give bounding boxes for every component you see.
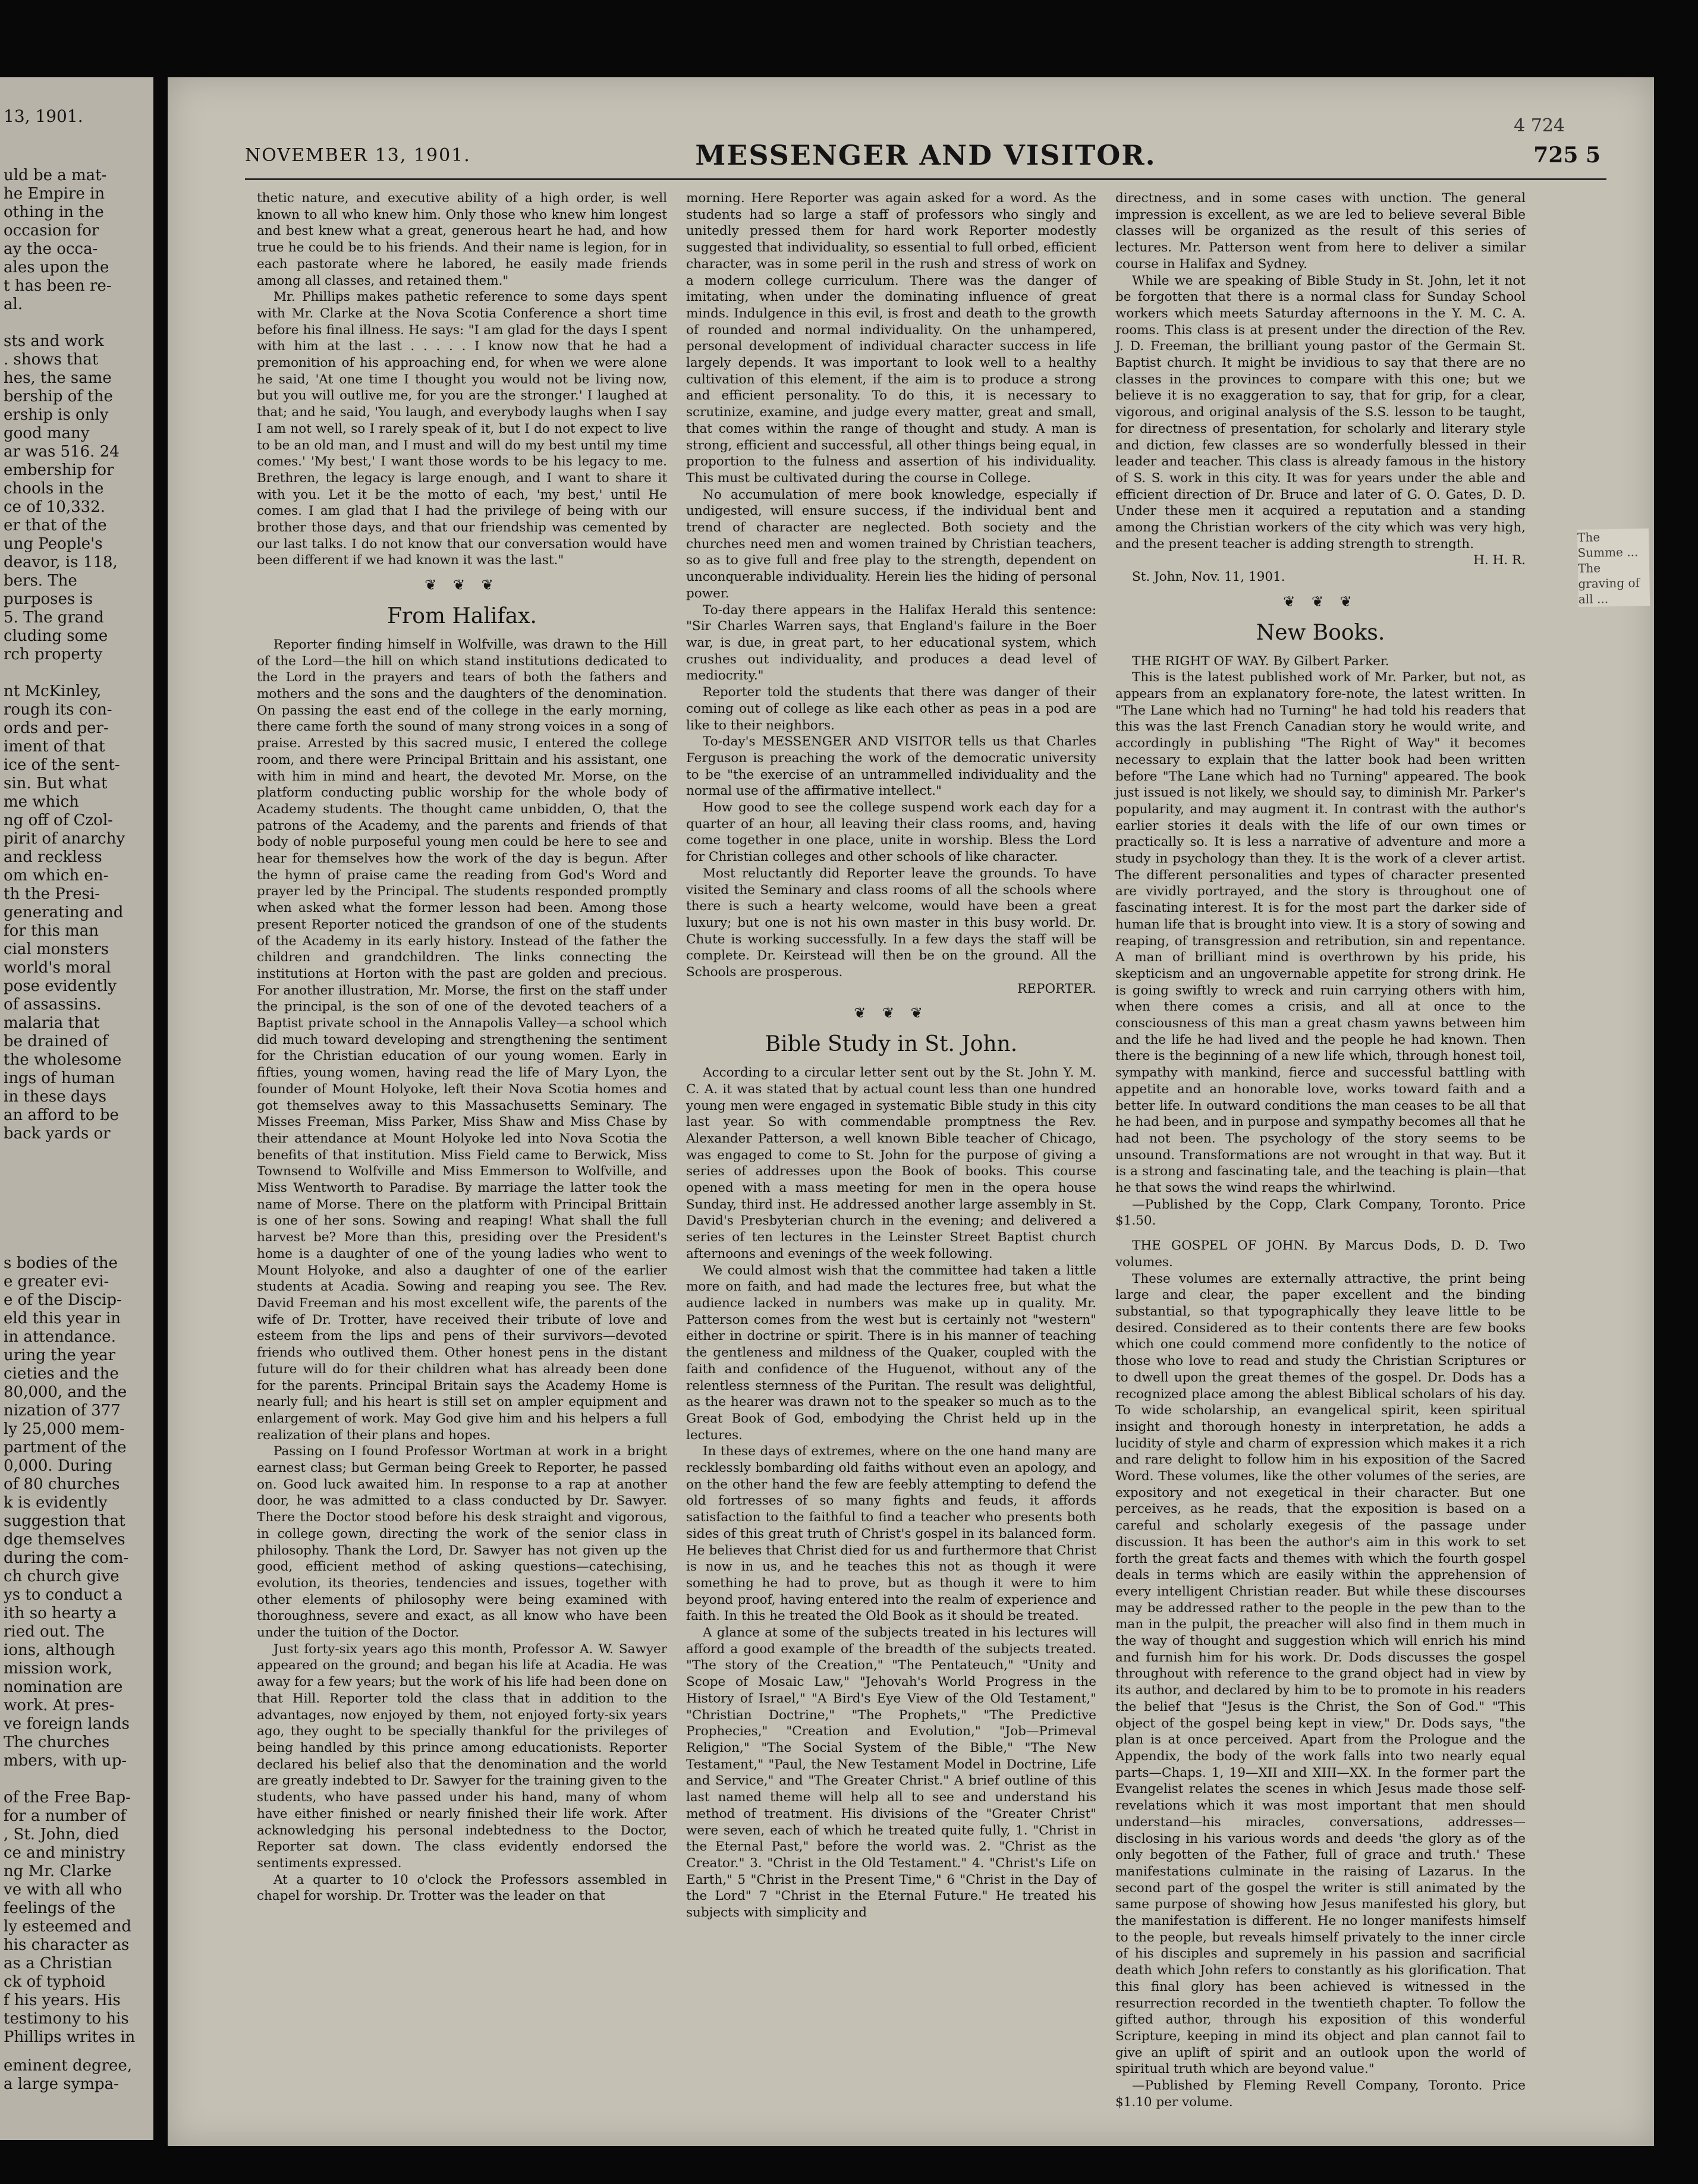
previous-page-line: generating and xyxy=(4,904,124,921)
previous-page-line: rch property xyxy=(4,646,103,663)
previous-page-line: a large sympa- xyxy=(4,2075,119,2093)
author-signature: REPORTER. xyxy=(1017,981,1096,996)
previous-page-line: ay the occa- xyxy=(4,240,98,258)
previous-page-line xyxy=(4,664,152,682)
article-heading-bible-study: Bible Study in St. John. xyxy=(765,1032,1018,1057)
previous-page-line: sts and work xyxy=(4,332,104,350)
previous-page-line: ice of the sent- xyxy=(4,756,120,774)
previous-page-line: as a Christian xyxy=(4,1955,112,1972)
previous-page-line: ce and ministry xyxy=(4,1844,125,1862)
newspaper-title: MESSENGER AND VISITOR. xyxy=(695,139,1156,171)
previous-page-line: t has been re- xyxy=(4,277,112,295)
previous-page-line: 80,000, and the xyxy=(4,1383,127,1401)
previous-page-line: cieties and the xyxy=(4,1365,119,1383)
previous-page-line: sin. But what xyxy=(4,775,108,792)
previous-page-line: nization of 377 xyxy=(4,1402,121,1420)
column-1 xyxy=(257,190,667,1905)
paragraph: In these days of extremes, where on the one hand many are recklessly bombarding old faiths without even an apology, and on the other hand the few are feebly attempting to defend the old fortresses of so many fights and feuds, it affords satisfaction to the faithful to find a teacher who presents both sides of this great truth of Christ's gospel in its balanced form. He believes that Christ died for us and furthermore that Christ is now in us, and he teaches this not as though it were something he had to prove, but as though it were to him beyond proof, having entered into the realm of experience and faith. In this he treated the Old Book as it should be treated. xyxy=(686,1444,1096,1624)
previous-page-line: nomination are xyxy=(4,1678,123,1696)
previous-page-line: ce of 10,332. xyxy=(4,498,105,516)
previous-page-line: ly esteemed and xyxy=(4,1918,132,1936)
previous-page-line: feelings of the xyxy=(4,1899,116,1917)
previous-page-upper-text xyxy=(4,166,152,1143)
paragraph: We could almost wish that the committee had taken a little more on faith, and had made the lectures free, but what the audience lacked in numbers was make up in quality. Mr. Patterson comes from the west but is certainly not "western" either in doctrine or spirit. There is in his manner of teaching the gentleness and mildness of the Quaker, coupled with the faith and confidence of the Huguenot, without any of the relentless sternness of the Puritan. The result was delightful, as the hearer was drawn not to the speaker so much as to the Great Book of God, embodying the Christ held up in the lectures. xyxy=(686,1263,1096,1443)
previous-page-line: hes, the same xyxy=(4,369,112,387)
previous-page-line: bership of the xyxy=(4,388,113,405)
previous-page-line: cluding some xyxy=(4,627,108,645)
previous-page-line: ales upon the xyxy=(4,259,109,276)
paragraph: Mr. Phillips makes pathetic reference to some days spent with Mr. Clarke at the Nova Scotia Conference a short time before his final illness. He says: "I am glad for the days I spent with him at the last . . . . . I know now that he had a premonition of his approaching end, for when we were alone he said, 'At one time I thought you would not be living now, but you will outlive me, for you are the stronger.' I laughed at that; and he said, 'You laugh, and everybody laughs when I say I am not well, so I rarely speak of it, but I do not expect to live to be an old man, and I must and will do my best until my time comes.' 'My best,' I want those words to be his legacy to me. Brethren, the legacy is large enough, and I want to share it with you. Let it be the motto of each, 'my best,' until He comes. I am glad that I had the privilege of being with our brother those days, and that our friendship was cemented by our last talks. I do not know that our conversation would have been different if we had known it was the last." xyxy=(257,289,667,568)
book-title: THE RIGHT OF WAY. By Gilbert Parker. xyxy=(1132,653,1389,669)
previous-page-line: he Empire in xyxy=(4,185,105,203)
previous-page-line: chools in the xyxy=(4,480,104,498)
previous-page-lower-text xyxy=(4,1254,152,2047)
article-bible-study-continued xyxy=(1115,190,1526,586)
section-divider: ❦ ❦ ❦ xyxy=(1283,593,1358,610)
previous-page-line: ings of human xyxy=(4,1069,115,1087)
section-divider: ❦ ❦ ❦ xyxy=(424,577,499,594)
article-bible-study xyxy=(686,1065,1096,1921)
previous-page-line: uld be a mat- xyxy=(4,166,107,184)
previous-page-line: . shows that xyxy=(4,351,99,369)
paragraph: Reporter finding himself in Wolfville, was drawn to the Hill of the Lord—the hill on which stand institutions dedicated to the Lord in the prayers and tears of both the fathers and mothers and the sons and the daughters of the denomination. On passing the east end of the college in the early morning, there came forth the sound of many strong voices in a song of praise. Arrested by this sacred music, I entered the college room, and there were Principal Brittain and his assistant, one with him in mind and heart, the devoted Mr. Morse, on the platform conducting public worship for the whole body of Academy students. The thought came unbidden, O, that the patrons of the Academy, and the parents and friends of that body of noble purposeful young men could be here to see and hear for themselves how the work of the day is begun. After the hymn of praise came the reading from God's Word and prayer led by the Principal. The students responded promptly when asked what the former lesson had been. Among those present Reporter noticed the grandson of one of the students of the Academy in its early history. Instead of the father the children and grandchildren. The links connecting the institutions at Horton with the past are golden and precious. For another illustration, Mr. Morse, the first on the staff under the principal, is the son of one of the devoted teachers of a Baptist private school in the Annapolis Valley—a school which did much toward developing and strengthening the sentiment for the Christian education of our young women. Early in fifties, young women, having read the life of Mary Lyon, the founder of Mount Holyoke, left their Nova Scotia homes and got themselves away to this Massachusetts Seminary. The Misses Freeman, Miss Parker, Miss Shaw and Miss Chase by their attendance at Mount Holyoke led into Nova Scotia the benefits of that institution. Miss Field came to Berwick, Miss Townsend to Wolfville and Miss Emmerson to Wolfville, and Miss Wentworth to Paradise. By marriage the latter took the name of Morse. There on the platform with Principal Brittain is one of her sons. Sowing and reaping! What shall the full harvest be? More than this, presiding over the President's home is a daughter of one of the young ladies who went to Mount Holyoke, and also a daughter of one of the earlier students at Acadia. Sowing and reaping you see. The Rev. David Freeman and his most excellent wife, the parents of the wife of Dr. Trotter, have received their tribute of love and esteem from the lips and pens of their survivors—devoted friends who outlived them. Other honest pens in the distant future will do for their children what has already been done for the parents. Principal Britain says the Academy Home is nearly full; and his heart is still set on ampler equipment and enlargement of work. May God give him and his helpers a full realization of their plans and hopes. xyxy=(257,637,667,1443)
previous-page-line: ions, although xyxy=(4,1641,115,1659)
previous-page-line: of assassins. xyxy=(4,996,102,1014)
previous-page-line: f his years. His xyxy=(4,1991,121,2009)
previous-page-bottom-text xyxy=(4,2057,152,2094)
previous-page-line: Phillips writes in xyxy=(4,2028,136,2046)
previous-page-line: ership is only xyxy=(4,406,109,424)
previous-page-line: ung People's xyxy=(4,535,103,553)
previous-page-line: om which en- xyxy=(4,867,109,885)
previous-page-line: deavor, is 118, xyxy=(4,553,118,571)
obituary-continuation xyxy=(257,190,667,569)
previous-page-line: dge themselves xyxy=(4,1531,125,1549)
previous-page-line: k is evidently xyxy=(4,1494,108,1512)
paragraph: These volumes are externally attractive, the print being large and clear, the paper excellent and the binding substantial, so that typographically they leave little to be desired. Considered as to their contents there are few books which one could commend more confidently to the notice of those who love to read and study the Christian Scriptures or to dwell upon the great themes of the gospel. Dr. Dods has a recognized place among the ablest Biblical scholars of his day. To wide scholarship, an evangelical spirit, keen spiritual insight and thorough honesty in interpretation, he adds a lucidity of style and charm of expression which makes it a rich and rare delight to follow him in his exposition of the Sacred Word. These volumes, like the other volumes of the series, are expository and not exegetical in their character. But one perceives, as he reads, that the exposition is based on a careful and scholarly exegesis of the passage under discussion. It has been the author's aim in this work to set forth the great facts and themes with which the fourth gospel deals in terms which are easily within the apprehension of every intelligent Christian reader. But while these discourses may be addressed rather to the people in the pew than to the man in the pulpit, the preacher will also find in them much in the way of thought and suggestion which will enrich his mind and furnish him for his work. Dr. Dods discusses the gospel throughout with reference to the grand object had in view by its author, and declared by him to be to promote in his readers the belief that "Jesus is the Christ, the Son of God." "This object of the gospel being kept in view," Dr. Dods says, "the plan is at once perceived. Apart from the Prologue and the Appendix, the body of the work falls into two nearly equal parts—Chaps. 1, 19—XII and XIII—XX. In the former part the Evangelist relates the scenes in which Jesus made those self-revelations which it was most important that men should understand—his miracles, conversations, addresses—disclosing in his various words and deeds 'the glory as of the only begotten of the Father, full of grace and truth.' These manifestations culminate in the raising of Lazarus. In the second part of the gospel the writer is still animated by the same purpose of showing how Jesus manifested his glory, but the manifestation is different. He no longer manifests himself to the people, but reveals himself privately to the inner circle of his disciples and supremely in his passion and sacrificial death which John refers to constantly as his glorification. That this final glory has been achieved is witnessed in the resurrection recorded in the twentieth chapter. To follow the gifted author, through his exposition of this wonderful Scripture, keeping in mind its object and plan cannot fail to give an uplift of spirit and an outlook upon the world of spiritual truth which are beyond value." xyxy=(1115,1271,1526,2077)
previous-page-line: in these days xyxy=(4,1088,107,1106)
paragraph: To-day's MESSENGER AND VISITOR tells us that Charles Ferguson is preaching the work of the democratic university to be "the exercise of an untrammelled individuality and the normal use of the affirmative intellect." xyxy=(686,734,1096,799)
paragraph: According to a circular letter sent out by the St. John Y. M. C. A. it was stated that by actual count less than one hundred young men were engaged in systematic Bible study in this city last year. So with commendable promptness the Rev. Alexander Patterson, a well known Bible teacher of Chicago, was engaged to come to St. John for the purpose of giving a series of addresses upon the Book of books. This course opened with a mass meeting for men in the opera house Sunday, third inst. He addressed another large assembly in St. David's Presbyterian church in the evening; and delivered a series of ten lectures in the Leinster Street Baptist church afternoons and evenings of the week following. xyxy=(686,1065,1096,1261)
previous-page-line: purposes is xyxy=(4,590,93,608)
previous-page-line: work. At pres- xyxy=(4,1697,115,1714)
previous-page-line: of the Free Bap- xyxy=(4,1789,131,1807)
previous-page-line xyxy=(4,1770,152,1789)
paragraph: This is the latest published work of Mr. Parker, but not, as appears from an explanatory fore-note, the latest written. In "The Lane which had no Turning" he had told his readers that this was the last French Canadian story he would write, and accordingly in publishing "The Right of Way" it becomes necessary to explain that the latter book had been written before "The Lane which had no Turning" appeared. The book just issued is not likely, we should say, to diminish Mr. Parker's popularity, and may augment it. In contrast with the author's earlier stories it deals with the life of our own times or practically so. It is less a narrative of adventure and more a study in psychology than they. It is the work of a clever artist. The different personalities and types of character presented are vividly portrayed, and the story is throughout one of fascinating interest. It is for the most part the darker side of human life that is brought into view. It is a story of sowing and reaping, of transgression and retribution, sin and repentance. A man of brilliant mind is overthrown by his pride, his skepticism and an ungovernable appetite for strong drink. He is going swiftly to wreck and ruin carrying others with him, when there comes a crisis, and all at once to the consciousness of this man a great chasm yawns between him and the life he had lived and the people he had known. Then there is the beginning of a new life which, through honest toil, sympathy with mankind, fierce and successful battling with appetite and an honorable love, works toward faith and a better life. In outward conditions the man ceases to be all that he had been, and in purpose and sympathy becomes all that he had not been. The psychology of the story seems to be unsound. Transformations are not wrought in that way. But it is a strong and fascinating tale, and the teaching is plain—that he that sows the wind reaps the whirlwind. xyxy=(1115,670,1526,1196)
previous-page-line xyxy=(4,314,152,332)
page-number: 725 5 xyxy=(1533,143,1600,168)
book-review-gospel-of-john xyxy=(1115,1238,1526,2110)
previous-page-line: bers. The xyxy=(4,572,77,590)
previous-page-line: uring the year xyxy=(4,1346,115,1364)
previous-page-line: ng Mr. Clarke xyxy=(4,1862,112,1880)
previous-page-line: 0,000. During xyxy=(4,1457,112,1475)
previous-page-line: an afford to be xyxy=(4,1106,119,1124)
previous-page-line: ys to conduct a xyxy=(4,1586,122,1604)
paragraph: While we are speaking of Bible Study in St. John, let it not be forgotten that there is a normal class for Sunday School workers which meets Saturday afternoons in the Y. M. C. A. rooms. This class is at present under the direction of the Rev. J. D. Freeman, the brilliant young pastor of the Germain St. Baptist church. It might be invidious to say that there are no classes in the provinces to compare with this one; but we believe it is no exaggeration to say, that for grip, for a clear, vigorous, and original analysis of the S.S. lesson to be taught, for directness of presentation, for scholarly and literary style and diction, few classes are so wonderfully blessed in their leader and teacher. This class is already famous in the history of S. S. work in this city. It was for years under the able and efficient direction of Dr. Bruce and later of G. O. Gates, D. D. Under these men it acquired a reputation and a standing among the Christian workers of the city which was very high, and the present teacher is adding strength to strength. xyxy=(1115,273,1526,552)
column-3 xyxy=(1115,190,1526,2110)
author-initials: H. H. R. xyxy=(1473,553,1526,568)
book-title: THE GOSPEL OF JOHN. By Marcus Dods, D. D. Two volumes. xyxy=(1115,1238,1526,1270)
previous-page-line: for this man xyxy=(4,922,99,940)
article-heading-from-halifax: From Halifax. xyxy=(387,603,537,628)
publisher-note: —Published by the Copp, Clark Company, Toronto. Price $1.50. xyxy=(1115,1197,1526,1229)
previous-page-line: , St. John, died xyxy=(4,1826,120,1843)
previous-page-line: al. xyxy=(4,295,23,313)
paragraph: Passing on I found Professor Wortman at work in a bright earnest class; but German being Greek to Reporter, he passed on. Good luck awaited him. In response to a rap at another door, he was admitted to a class conducted by Dr. Sawyer. There the Doctor stood before his desk straight and vigorous, in college gown, directing the work of the senior class in philosophy. Thank the Lord, Dr. Sawyer has not given up the good, efficient method of asking questions—catechising, evolution, its theories, tendencies and issues, together with other elements of philosophy were being examined with thoroughness, severe and exact, as all know who have been under the tuition of the Doctor. xyxy=(257,1444,667,1641)
previous-page-line: cial monsters xyxy=(4,940,109,958)
previous-page-line: othing in the xyxy=(4,203,104,221)
previous-page-line: suggestion that xyxy=(4,1512,125,1530)
previous-page-line: ly 25,000 mem- xyxy=(4,1420,125,1438)
previous-page-line: nt McKinley, xyxy=(4,682,102,700)
previous-page-line: eminent degree, xyxy=(4,2057,133,2075)
previous-page-line: ried out. The xyxy=(4,1623,105,1641)
previous-page-line: world's moral xyxy=(4,959,111,977)
issue-date: NOVEMBER 13, 1901. xyxy=(245,145,471,166)
masthead xyxy=(245,115,1606,180)
previous-page-line: mbers, with up- xyxy=(4,1752,127,1770)
previous-page-line: good many xyxy=(4,424,90,442)
previous-page-date: 13, 1901. xyxy=(4,106,83,126)
previous-page-line: e of the Discip- xyxy=(4,1291,122,1309)
column-2 xyxy=(686,190,1096,1921)
article-from-halifax-continued xyxy=(686,190,1096,997)
previous-page-line: ve foreign lands xyxy=(4,1715,130,1733)
dateline: St. John, Nov. 11, 1901. xyxy=(1132,569,1285,585)
previous-page-line: during the com- xyxy=(4,1549,129,1567)
previous-page-line: ck of typhoid xyxy=(4,1973,106,1991)
previous-page-line: s bodies of the xyxy=(4,1254,118,1272)
previous-page-strip xyxy=(0,77,153,2140)
previous-page-line: e greater evi- xyxy=(4,1273,109,1291)
newspaper-page xyxy=(168,77,1654,2146)
previous-page-line: be drained of xyxy=(4,1033,108,1050)
previous-page-line: embership for xyxy=(4,461,114,479)
previous-page-line: of 80 churches xyxy=(4,1475,120,1493)
article-heading-new-books: New Books. xyxy=(1256,620,1385,645)
previous-page-line: his character as xyxy=(4,1936,130,1954)
previous-page-line: back yards or xyxy=(4,1125,111,1143)
paragraph: Just forty-six years ago this month, Professor A. W. Sawyer appeared on the ground; and began his life at Acadia. He was away for a few years; but the work of his life had been done on that Hill. Reporter told the class that in addition to the advantages, now enjoyed by them, not enjoyed forty-six years ago, they ought to be specially thankful for the privileges of being handled by this prince among educationists. Reporter declared his belief also that the denomination and the world are greatly indebted to Dr. Sawyer for the training given to the students, who have passed under his hand, many of whom have either finished or nearly finished their life work. After acknowledging his personal indebtedness to the Doctor, Reporter sat down. The class evidently endorsed the sentiments expressed. xyxy=(257,1641,667,1871)
previous-page-line: ith so hearty a xyxy=(4,1604,117,1622)
paragraph: To-day there appears in the Halifax Herald this sentence: "Sir Charles Warren says, that England's failure in the Boer war, is due, in great part, to her educational system, which crushes out individuality, and produces a dead level of mediocrity." xyxy=(686,602,1096,684)
paragraph: directness, and in some cases with unction. The general impression is excellent, as we are led to believe several Bible classes will be organized as the result of this series of lectures. Mr. Patterson went from here to deliver a similar course in Halifax and Sydney. xyxy=(1115,191,1526,272)
previous-page-line: er that of the xyxy=(4,517,107,534)
paragraph: At a quarter to 10 o'clock the Professors assembled in chapel for worship. Dr. Trotter was the leader on that xyxy=(257,1872,667,1904)
previous-page-line: ar was 516. 24 xyxy=(4,443,120,461)
book-review-right-of-way xyxy=(1115,653,1526,1230)
publisher-note: —Published by Fleming Revell Company, Toronto. Price $1.10 per volume. xyxy=(1115,2078,1526,2110)
paragraph: A glance at some of the subjects treated in his lectures will afford a good example of the breadth of the subjects treated. "The story of the Creation," "The Pentateuch," "Unity and Scope of Mosaic Law," "Jehovah's World Progress in the History of Israel," "A Bird's Eye View of the Old Testament," "Christian Doctrine," "The Prophets," "The Predictive Prophecies," "Creation and Evolution," "Job—Primeval Religion," "The Social System of the Bible," "The New Testament," "Paul, the New Testament Model in Doctrine, Life and Service," and "The Greater Christ." A brief outline of this last named theme will help all to see and understand his method of treatment. His divisions of the "Greater Christ" were seven, each of which he treated quite fully, 1. "Christ in the Eternal Past," before the world was. 2. "Christ as the Creator." 3. "Christ in the Old Testament." 4. "Christ's Life on Earth," 5 "Christ in the Present Time," 6 "Christ in the Day of the Lord" 7 "Christ in the Eternal Future." He treated his subjects with simplicity and xyxy=(686,1625,1096,1921)
paragraph: Most reluctantly did Reporter leave the grounds. To have visited the Seminary and class rooms of all the schools where there is such a hearty welcome, would have been a great luxury; but one is not his own master in this busy world. Dr. Chute is working successfully. In a few days the staff will be complete. Dr. Keirstead will then be on the ground. All the Schools are prosperous. xyxy=(686,866,1096,980)
paragraph: thetic nature, and executive ability of a high order, is well known to all who knew him. Only those who knew him longest and best knew what a great, generous heart he had, and how true he could be to his friends. And their name is legion, for in each pastorate where he labored, he easily made friends among all classes, and retained them." xyxy=(257,191,667,288)
previous-page-line: me which xyxy=(4,793,79,811)
previous-page-line: The churches xyxy=(4,1733,110,1751)
previous-page-line: ng off of Czol- xyxy=(4,811,113,829)
previous-page-line: ords and per- xyxy=(4,719,109,737)
article-from-halifax xyxy=(257,637,667,1905)
previous-page-line: th the Presi- xyxy=(4,885,100,903)
previous-page-line: in attendance. xyxy=(4,1328,116,1346)
previous-page-line: for a number of xyxy=(4,1807,126,1825)
page-stamp: 4 724 xyxy=(1514,115,1565,136)
previous-page-line: 5. The grand xyxy=(4,609,104,627)
previous-page-line: the wholesome xyxy=(4,1051,122,1069)
paragraph: No accumulation of mere book knowledge, especially if undigested, will ensure success, if the individual bent and trend of character are neglected. Both society and the churches need men and women trained by Christian teachers, so as to give full and free play to the strength, dependent on unconquerable individuality. Herein lies the hiding of personal power. xyxy=(686,487,1096,601)
previous-page-line: malaria that xyxy=(4,1014,100,1032)
previous-page-line: eld this year in xyxy=(4,1310,121,1327)
paragraph: Reporter told the students that there was danger of their coming out of college as like each other as peas in a pod are like to their neighbors. xyxy=(686,685,1096,733)
previous-page-line: iment of that xyxy=(4,738,105,756)
previous-page-line: testimony to his xyxy=(4,2010,129,2028)
paragraph: morning. Here Reporter was again asked for a word. As the students had so large a staff of professors who singly and unitedly pressed them for hard work Reporter modestly suggested that individuality, so essential to full orbed, efficient character, was in some peril in the rush and stress of work on a modern college curriculum. There was the danger of imitating, when under the dominating influence of great minds. Indulgence in this evil, is frost and death to the growth of rounded and normal individuality. On the unhampered, personal development of individual character success in life largely depends. It was important to look well to a healthy cultivation of this element, if the aim is to produce a strong and efficient personality. To do this, it is necessary to scrutinize, examine, and judge every matter, great and small, that comes within the range of thought and study. A man is strong, efficient and successful, all other things being equal, in proportion to the fulness and assertion of his individuality. This must be cultivated during the course in College. xyxy=(686,191,1096,486)
pasted-slip: The Summe ... The graving of all ... xyxy=(1577,528,1650,607)
previous-page-line: mission work, xyxy=(4,1660,112,1678)
paragraph: How good to see the college suspend work each day for a quarter of an hour, all leaving their class rooms, and, having come together in one place, unite in worship. Bless the Lord for Christian colleges and other schools of like character. xyxy=(686,800,1096,865)
previous-page-line: rough its con- xyxy=(4,701,112,719)
previous-page-line: pirit of anarchy xyxy=(4,830,125,848)
previous-page-line: occasion for xyxy=(4,222,99,240)
previous-page-line: ve with all who xyxy=(4,1881,122,1899)
previous-page-line: and reckless xyxy=(4,848,102,866)
section-divider: ❦ ❦ ❦ xyxy=(854,1005,929,1022)
previous-page-line: partment of the xyxy=(4,1439,127,1456)
previous-page-line: ch church give xyxy=(4,1568,120,1585)
previous-page-line: pose evidently xyxy=(4,977,117,995)
